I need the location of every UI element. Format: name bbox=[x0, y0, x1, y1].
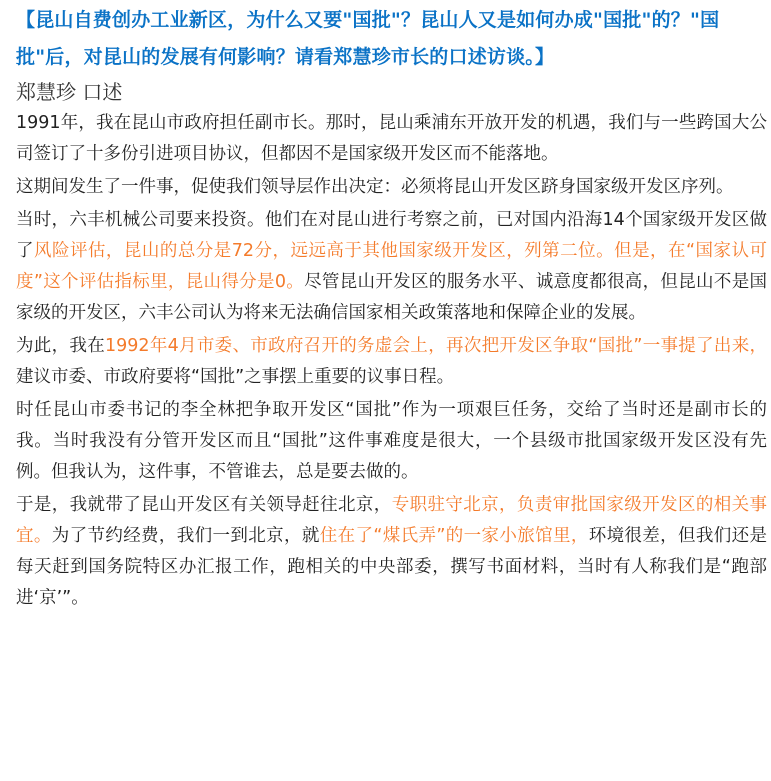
paragraph-text: 1991年，我在昆山市政府担任副市长。那时，昆山乘浦东开放开发的机遇，我们与一些跨国大公司签订了十多份引进项目协议，但都因不是国家级开发区而不能落地。 bbox=[16, 113, 767, 164]
paragraph-text: 时任昆山市委书记的李全林把争取开发区“国批”作为一项艰巨任务，交给了当时还是副市长的我。当时我没有分管开发区而且“国批”这件事难度是很大，一个县级市批国家级开发区没有先例。但我认为，这件事，不管谁去，总是要去做的。 bbox=[16, 400, 767, 482]
highlighted-text: 专职驻守北京，负责审批国家级开发区的相关事宜。 bbox=[16, 495, 768, 546]
article-headline: 【昆山自费创办工业新区，为什么又要"国批"？昆山人又是如何办成"国批"的？"国批"后，对昆山的发展有何影响？请看郑慧珍市长的口述访谈。】 bbox=[16, 9, 720, 68]
paragraph-text: 于是，我就带了昆山开发区有关领导赶往北京， bbox=[16, 495, 392, 515]
paragraph-3 bbox=[16, 205, 767, 329]
paragraph-text: 这期间发生了一件事，促使我们领导层作出决定：必须将昆山开发区跻身国家级开发区序列。 bbox=[16, 177, 734, 197]
paragraph-4 bbox=[16, 331, 767, 393]
paragraph-text: 建议市委、市政府要将“国批”之事摆上重要的议事日程。 bbox=[16, 367, 455, 387]
highlighted-text: 1992年4月市委、市政府召开的务虚会上，再次把开发区争取“国批”一事提了出来， bbox=[105, 336, 768, 356]
highlighted-text: 风险评估，昆山的总分是72分，远远高于其他国家级开发区，列第二位。但是，在“国家认可度”这个评估指标里，昆山得分是0。 bbox=[16, 241, 767, 292]
highlighted-text: 住在了“煤氏弄”的一家小旅馆里， bbox=[319, 526, 589, 546]
paragraph-text: 环境很差，但我们还是每天赶到国务院特区办汇报工作，跑相关的中央部委，撰写书面材料，当时有人称我们是“跑部进‘京’”。 bbox=[16, 526, 767, 608]
paragraph-text: 尽管昆山开发区的服务水平、诚意度都很高，但昆山不是国家级的开发区，六丰公司认为将来无法确信国家相关政策落地和保障企业的发展。 bbox=[16, 272, 768, 323]
paragraph-6 bbox=[16, 490, 767, 614]
article-byline: 郑慧珍 口述 bbox=[16, 80, 123, 104]
paragraph-1 bbox=[16, 108, 767, 170]
paragraph-text: 为此，我在 bbox=[16, 336, 105, 356]
paragraph-text: 当时，六丰机械公司要来投资。他们在对昆山进行考察之前，已对国内沿海14个国家级开发区做了 bbox=[16, 210, 767, 261]
paragraph-5 bbox=[16, 395, 767, 488]
paragraph-text: 为了节约经费，我们一到北京，就 bbox=[51, 526, 320, 546]
paragraph-2 bbox=[16, 172, 767, 203]
